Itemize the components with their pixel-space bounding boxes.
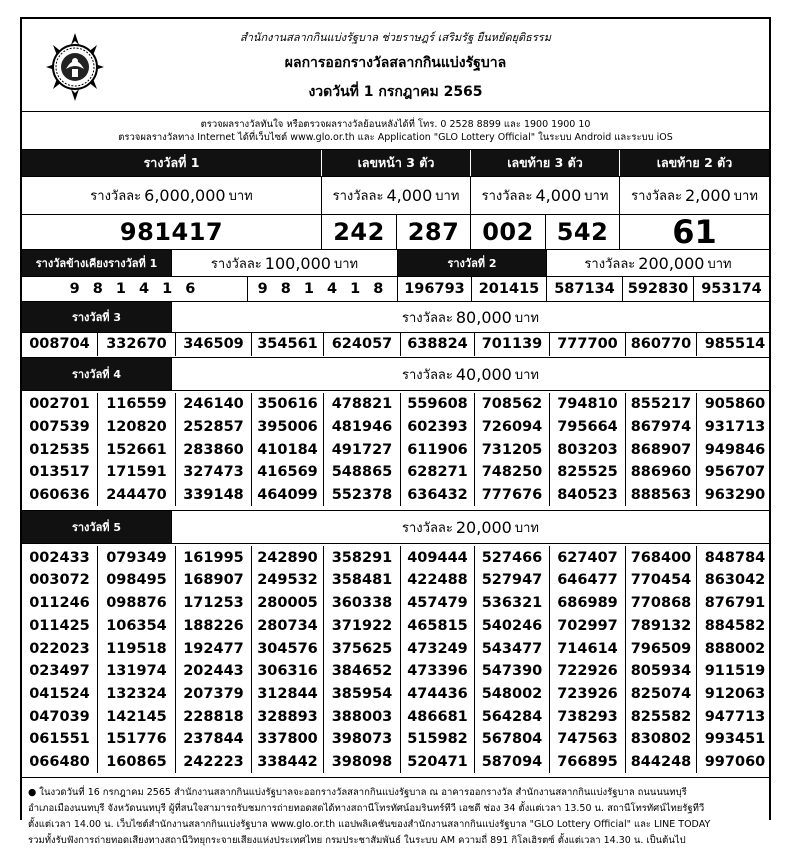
fifth-prize-number: 844248 bbox=[626, 751, 697, 774]
fourth-prize-number: 708562 bbox=[475, 393, 550, 416]
fifth-prize-number: 997060 bbox=[704, 753, 766, 770]
fourth-prize-number: 012535 bbox=[22, 438, 98, 461]
fifth-prize-number: 805934 bbox=[626, 660, 697, 683]
third-prize-number: 860770 bbox=[626, 333, 697, 356]
fifth-prize-number: 306316 bbox=[252, 660, 324, 683]
fifth-prize-number: 888002 bbox=[704, 640, 766, 657]
fifth-prize-amount: รางวัลละ 20,000 บาท bbox=[402, 517, 539, 537]
fifth-prize-number: 098495 bbox=[98, 569, 176, 592]
fourth-prize-number: 931713 bbox=[704, 419, 766, 436]
second-prize-number: 953174 bbox=[701, 281, 762, 297]
fifth-prize-number: 098876 bbox=[98, 592, 176, 615]
fifth-prize-number: 119518 bbox=[98, 637, 176, 660]
fifth-prize-number: 884582 bbox=[704, 617, 766, 634]
fifth-prize-number: 061551 bbox=[22, 728, 98, 751]
fourth-prize-number: 339148 bbox=[176, 484, 252, 507]
fourth-prize-number: 395006 bbox=[252, 416, 324, 439]
footer-notice bbox=[22, 778, 769, 849]
draw-date: งวดวันที่ 1 กรกฎาคม 2565 bbox=[308, 84, 483, 100]
third-prize-number: 332670 bbox=[98, 333, 176, 356]
fifth-prize-number: 747563 bbox=[550, 728, 626, 751]
fifth-prize-number: 003072 bbox=[22, 569, 98, 592]
fourth-prize-number: 867974 bbox=[626, 416, 697, 439]
footer-line: ตั้งแต่เวลา 14.00 น. เว็บไซต์สำนักงานสลากกินแบ่งรัฐบาล www.glo.or.th แอปพลิเคชันของสำนักงานสลากกินแบ่งรัฐบาล "GLO Lottery Official" และ LINE TODAY bbox=[28, 819, 711, 831]
third-prize-numbers bbox=[22, 333, 769, 358]
fifth-prize-number: 066480 bbox=[22, 751, 98, 774]
fifth-prize-number: 202443 bbox=[176, 660, 252, 683]
fourth-prize-number: 152661 bbox=[98, 438, 176, 461]
motto: สำนักงานสลากกินแบ่งรัฐบาล ช่วยราษฎร์ เสริมรัฐ ยืนหยัดยุติธรรม bbox=[240, 31, 551, 44]
fifth-prize-number: 686989 bbox=[550, 592, 626, 615]
fifth-prize-numbers bbox=[22, 544, 769, 778]
second-prize-label: รางวัลที่ 2 bbox=[398, 250, 547, 276]
near-second-labels-row bbox=[22, 250, 769, 277]
page-title: ผลการออกรางวัลสลากกินแบ่งรัฐบาล bbox=[284, 55, 507, 71]
fifth-prize-number: 770454 bbox=[626, 569, 697, 592]
front3-amount: รางวัลละ 4,000 บาท bbox=[322, 177, 471, 214]
fourth-prize-number: 007539 bbox=[22, 416, 98, 439]
fifth-prize-number: 228818 bbox=[176, 705, 252, 728]
back3-label: เลขท้าย 3 ตัว bbox=[471, 150, 620, 176]
fifth-prize-number: 188226 bbox=[176, 615, 252, 638]
fifth-prize-number: 041524 bbox=[22, 683, 98, 706]
fifth-prize-number: 011425 bbox=[22, 615, 98, 638]
fifth-prize-number: 738293 bbox=[550, 705, 626, 728]
third-prize-number: 701139 bbox=[475, 333, 550, 356]
fifth-prize-number: 358291 bbox=[324, 546, 401, 569]
fourth-prize-number: 949846 bbox=[704, 441, 766, 458]
fourth-prize-number: 868907 bbox=[626, 438, 697, 461]
fourth-prize-number: 116559 bbox=[98, 393, 176, 416]
fifth-prize-number: 714614 bbox=[550, 637, 626, 660]
fourth-prize-number: 602393 bbox=[401, 416, 475, 439]
fifth-prize-number: 337800 bbox=[252, 728, 324, 751]
footer-line: รวมทั้งรับฟังการถ่ายทอดเสียงทางสถานีวิทยุกระจายเสียงแห่งประเทศไทย กรมประชาสัมพันธ์ ในระบบ AM ความถี่ 891 กิโลเฮิรตซ์ ตั้งแต่เวลา 14.30 น. เป็นต้นไป bbox=[28, 835, 686, 847]
fifth-prize-number: 564284 bbox=[475, 705, 550, 728]
fifth-prize-number: 876791 bbox=[704, 595, 766, 612]
fifth-prize-number: 457479 bbox=[401, 592, 475, 615]
fourth-prize-amount: รางวัลละ 40,000 บาท bbox=[402, 364, 539, 384]
fifth-prize-number: 011246 bbox=[22, 592, 98, 615]
fifth-prize-number: 473396 bbox=[401, 660, 475, 683]
fourth-prize-number: 244470 bbox=[98, 484, 176, 507]
fifth-prize-number: 540246 bbox=[475, 615, 550, 638]
fifth-prize-number: 160865 bbox=[98, 751, 176, 774]
footer-line: อำเภอเมืองนนทบุรี จังหวัดนนทบุรี ผู้ที่สนใจสามารถรับชมการถ่ายทอดสดได้ทางสถานีโทรทัศน์อมรินทร์ทีวี เอชดี ช่อง 34 ตั้งแต่เวลา 13.50 น. สถานีโทรทัศน์ไทยรัฐทีวี bbox=[28, 803, 705, 815]
fifth-prize-number: 249532 bbox=[252, 569, 324, 592]
third-prize-number: 985514 bbox=[704, 336, 766, 353]
third-prize-number: 346509 bbox=[176, 333, 252, 356]
fifth-prize-number: 863042 bbox=[704, 572, 766, 589]
top-labels-row bbox=[22, 150, 769, 177]
fifth-prize-number: 422488 bbox=[401, 569, 475, 592]
fifth-prize-number: 280734 bbox=[252, 615, 324, 638]
third-prize-number: 638824 bbox=[401, 333, 475, 356]
fourth-prize-number: 060636 bbox=[22, 484, 98, 507]
back2-label: เลขท้าย 2 ตัว bbox=[656, 155, 733, 170]
fifth-prize-number: 384652 bbox=[324, 660, 401, 683]
fifth-prize-number: 151776 bbox=[98, 728, 176, 751]
fourth-prize-number: 283860 bbox=[176, 438, 252, 461]
fourth-prize-number: 481946 bbox=[324, 416, 401, 439]
fourth-prize-number: 013517 bbox=[22, 461, 98, 484]
third-prize-number: 624057 bbox=[324, 333, 401, 356]
fifth-prize-number: 168907 bbox=[176, 569, 252, 592]
fifth-prize-number: 207379 bbox=[176, 683, 252, 706]
third-prize-number: 008704 bbox=[22, 333, 98, 356]
fifth-prize-number: 825582 bbox=[626, 705, 697, 728]
fifth-prize-number: 825074 bbox=[626, 683, 697, 706]
fifth-prize-number: 242223 bbox=[176, 751, 252, 774]
fifth-prize-number: 385954 bbox=[324, 683, 401, 706]
fifth-prize-number: 548002 bbox=[475, 683, 550, 706]
fifth-prize-number: 947713 bbox=[704, 708, 766, 725]
third-prize-amount: รางวัลละ 80,000 บาท bbox=[402, 307, 539, 327]
fourth-prize-number: 794810 bbox=[550, 393, 626, 416]
fifth-prize-number: 106354 bbox=[98, 615, 176, 638]
fifth-prize-number: 022023 bbox=[22, 637, 98, 660]
fourth-prize-number: 552378 bbox=[324, 484, 401, 507]
second-prize-number: 196793 bbox=[398, 277, 472, 301]
info-box bbox=[22, 112, 769, 150]
fifth-prize-number: 911519 bbox=[704, 663, 766, 680]
fourth-prize-number: 777676 bbox=[475, 484, 550, 507]
fifth-prize-number: 768400 bbox=[626, 546, 697, 569]
front3-label: เลขหน้า 3 ตัว bbox=[322, 150, 471, 176]
fifth-prize-number: 079349 bbox=[98, 546, 176, 569]
top-amounts-row bbox=[22, 177, 769, 215]
fifth-prize-number: 142145 bbox=[98, 705, 176, 728]
fourth-prize-label: รางวัลที่ 4 bbox=[22, 358, 172, 390]
near-second-numbers-row bbox=[22, 277, 769, 302]
fifth-prize-number: 409444 bbox=[401, 546, 475, 569]
first-prize-amount: รางวัลละ 6,000,000 บาท bbox=[22, 177, 322, 214]
fourth-prize-number: 636432 bbox=[401, 484, 475, 507]
second-prize-amount: รางวัลละ 200,000 บาท bbox=[584, 253, 732, 273]
fifth-prize-number: 527466 bbox=[475, 546, 550, 569]
top-numbers-row bbox=[22, 215, 769, 250]
second-prize-number: 587134 bbox=[547, 277, 623, 301]
fifth-prize-number: 993451 bbox=[704, 731, 766, 748]
near-prize-label: รางวัลข้างเคียงรางวัลที่ 1 bbox=[22, 250, 172, 276]
fifth-prize-number: 770868 bbox=[626, 592, 697, 615]
lottery-result-sheet bbox=[20, 17, 771, 847]
fourth-prize-number: 410184 bbox=[252, 438, 324, 461]
fourth-prize-number: 350616 bbox=[252, 393, 324, 416]
fifth-prize-number: 830802 bbox=[626, 728, 697, 751]
fifth-prize-number: 002433 bbox=[22, 546, 98, 569]
fourth-prize-number: 803203 bbox=[550, 438, 626, 461]
fourth-prize-number: 327473 bbox=[176, 461, 252, 484]
fifth-prize-number: 132324 bbox=[98, 683, 176, 706]
fourth-prize-number: 252857 bbox=[176, 416, 252, 439]
fifth-prize-number: 398098 bbox=[324, 751, 401, 774]
info-phone: ตรวจผลรางวัลทันใจ หรือตรวจผลรางวัลย้อนหลังได้ที่ โทร. 0 2528 8899 และ 1900 1900 10 bbox=[200, 119, 591, 130]
fifth-prize-number: 237844 bbox=[176, 728, 252, 751]
fourth-prize-number: 611906 bbox=[401, 438, 475, 461]
fifth-prize-number: 515982 bbox=[401, 728, 475, 751]
near-prize-amount: รางวัลละ 100,000 บาท bbox=[172, 250, 398, 276]
fifth-prize-number: 023497 bbox=[22, 660, 98, 683]
fifth-prize-number: 358481 bbox=[324, 569, 401, 592]
fifth-prize-number: 536321 bbox=[475, 592, 550, 615]
fifth-prize-header bbox=[22, 511, 769, 544]
third-prize-header bbox=[22, 302, 769, 333]
fourth-prize-number: 416569 bbox=[252, 461, 324, 484]
fifth-prize-number: 047039 bbox=[22, 705, 98, 728]
second-prize-number: 592830 bbox=[623, 277, 694, 301]
footer-line: ● ในงวดวันที่ 16 กรกฎาคม 2565 สำนักงานสลากกินแบ่งรัฐบาลจะออกรางวัลสลากกินแบ่งรัฐบาล ณ อาคารออกรางวัล สำนักงานสลากกินแบ่งรัฐบาล ถนนนนทบุรี bbox=[28, 787, 687, 799]
fifth-prize-number: 520471 bbox=[401, 751, 475, 774]
fourth-prize-number: 491727 bbox=[324, 438, 401, 461]
fourth-prize-number: 726094 bbox=[475, 416, 550, 439]
fifth-prize-number: 543477 bbox=[475, 637, 550, 660]
fourth-prize-number: 795664 bbox=[550, 416, 626, 439]
fourth-prize-numbers bbox=[22, 391, 769, 511]
fourth-prize-number: 548865 bbox=[324, 461, 401, 484]
fourth-prize-number: 855217 bbox=[626, 393, 697, 416]
fifth-prize-number: 766895 bbox=[550, 751, 626, 774]
fourth-prize-number: 246140 bbox=[176, 393, 252, 416]
header bbox=[22, 19, 769, 112]
fifth-prize-number: 192477 bbox=[176, 637, 252, 660]
fourth-prize-number: 825525 bbox=[550, 461, 626, 484]
fifth-prize-number: 360338 bbox=[324, 592, 401, 615]
fifth-prize-number: 161995 bbox=[176, 546, 252, 569]
near-prize-number-1: 9 8 1 4 1 6 bbox=[22, 277, 248, 301]
fifth-prize-number: 912063 bbox=[704, 685, 766, 702]
front3-number-a: 242 bbox=[322, 215, 397, 249]
fifth-prize-number: 527947 bbox=[475, 569, 550, 592]
fifth-prize-number: 722926 bbox=[550, 660, 626, 683]
fifth-prize-number: 465815 bbox=[401, 615, 475, 638]
fourth-prize-number: 464099 bbox=[252, 484, 324, 507]
fourth-prize-number: 731205 bbox=[475, 438, 550, 461]
fifth-prize-number: 131974 bbox=[98, 660, 176, 683]
fifth-prize-number: 388003 bbox=[324, 705, 401, 728]
fifth-prize-number: 702997 bbox=[550, 615, 626, 638]
back2-amount: รางวัลละ 2,000 บาท bbox=[631, 186, 758, 205]
fifth-prize-number: 375625 bbox=[324, 637, 401, 660]
back3-number-b: 542 bbox=[546, 215, 620, 249]
fourth-prize-number: 120820 bbox=[98, 416, 176, 439]
fifth-prize-number: 567804 bbox=[475, 728, 550, 751]
fourth-prize-number: 963290 bbox=[704, 487, 766, 504]
fourth-prize-number: 478821 bbox=[324, 393, 401, 416]
first-prize-number: 981417 bbox=[22, 215, 322, 249]
fifth-prize-number: 627407 bbox=[550, 546, 626, 569]
fifth-prize-number: 398073 bbox=[324, 728, 401, 751]
fifth-prize-number: 242890 bbox=[252, 546, 324, 569]
fourth-prize-number: 905860 bbox=[704, 396, 766, 413]
near-prize-number-2: 9 8 1 4 1 8 bbox=[248, 277, 398, 301]
fourth-prize-number: 886960 bbox=[626, 461, 697, 484]
fourth-prize-number: 956707 bbox=[704, 464, 766, 481]
fifth-prize-number: 789132 bbox=[626, 615, 697, 638]
fifth-prize-number: 304576 bbox=[252, 637, 324, 660]
back2-number: 61 bbox=[672, 213, 717, 251]
third-prize-number: 777700 bbox=[550, 333, 626, 356]
fourth-prize-number: 559608 bbox=[401, 393, 475, 416]
fourth-prize-number: 748250 bbox=[475, 461, 550, 484]
fifth-prize-number: 474436 bbox=[401, 683, 475, 706]
back3-number-a: 002 bbox=[471, 215, 546, 249]
fifth-prize-number: 848784 bbox=[704, 549, 766, 566]
fifth-prize-number: 171253 bbox=[176, 592, 252, 615]
fifth-prize-number: 486681 bbox=[401, 705, 475, 728]
fourth-prize-number: 628271 bbox=[401, 461, 475, 484]
fourth-prize-number: 002701 bbox=[22, 393, 98, 416]
fifth-prize-number: 338442 bbox=[252, 751, 324, 774]
back3-amount: รางวัลละ 4,000 บาท bbox=[471, 177, 620, 214]
fourth-prize-number: 888563 bbox=[626, 484, 697, 507]
front3-number-b: 287 bbox=[397, 215, 471, 249]
first-prize-label: รางวัลที่ 1 bbox=[22, 150, 322, 176]
fifth-prize-number: 312844 bbox=[252, 683, 324, 706]
fifth-prize-number: 371922 bbox=[324, 615, 401, 638]
fourth-prize-number: 171591 bbox=[98, 461, 176, 484]
fifth-prize-number: 473249 bbox=[401, 637, 475, 660]
fifth-prize-number: 796509 bbox=[626, 637, 697, 660]
fourth-prize-number: 840523 bbox=[550, 484, 626, 507]
info-internet: ตรวจผลรางวัลทาง Internet ได้ที่เว็บไซต์ www.glo.or.th และ Application "GLO Lottery Official" ในระบบ Android และระบบ iOS bbox=[118, 132, 673, 143]
fifth-prize-number: 723926 bbox=[550, 683, 626, 706]
fifth-prize-number: 328893 bbox=[252, 705, 324, 728]
fifth-prize-number: 280005 bbox=[252, 592, 324, 615]
fifth-prize-number: 587094 bbox=[475, 751, 550, 774]
fourth-prize-header bbox=[22, 358, 769, 391]
third-prize-label: รางวัลที่ 3 bbox=[22, 302, 172, 332]
fifth-prize-label: รางวัลที่ 5 bbox=[22, 511, 172, 543]
second-prize-number: 201415 bbox=[472, 277, 547, 301]
fifth-prize-number: 646477 bbox=[550, 569, 626, 592]
third-prize-number: 354561 bbox=[252, 333, 324, 356]
fifth-prize-number: 547390 bbox=[475, 660, 550, 683]
